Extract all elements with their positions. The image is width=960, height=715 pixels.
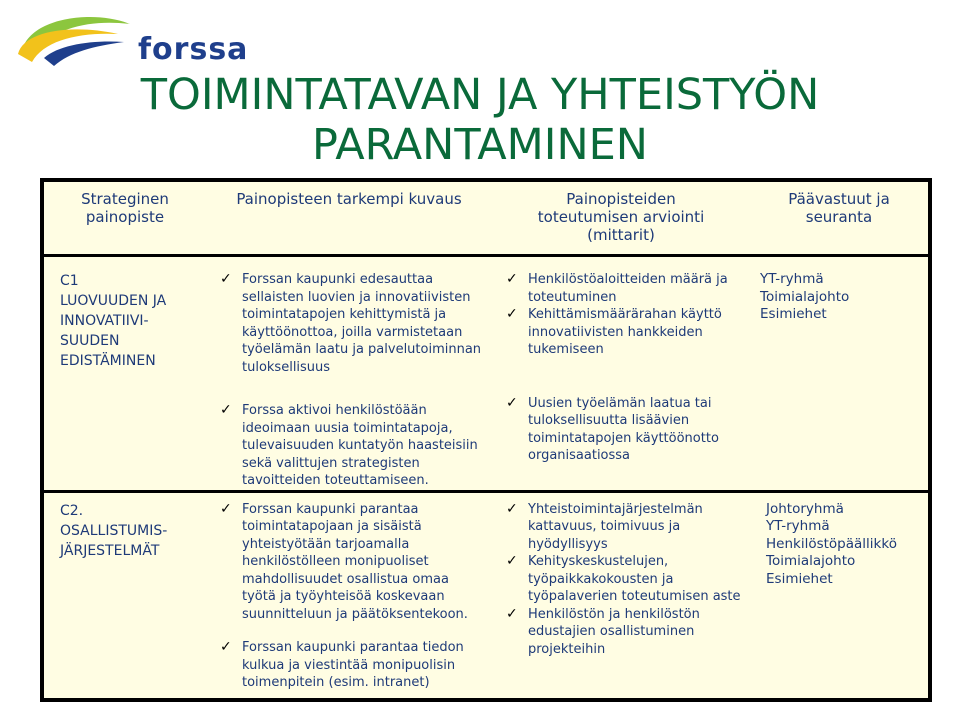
- title-line-2: PARANTAMINEN: [312, 120, 648, 170]
- responsible-item: Johtoryhmä: [766, 500, 844, 517]
- strategy-table: [40, 178, 932, 702]
- measure-item: ✓ Kehityskeskustelujen, työpaikkakokousten ja työpalaverien toteutumisen aste: [506, 553, 742, 606]
- responsible-item: YT-ryhmä: [766, 518, 830, 534]
- measure-item: ✓ Henkilöstöaloitteiden määrä ja toteutuminen: [506, 271, 742, 306]
- description-item: ✓ Forssan kaupunki edesauttaa sellaisten luovien ja innovatiivisten toimintatapojen kehittymistä ja käyttöönottoa, joilla varmistetaan työelämän laatu ja palvelutoiminnan tuloksellisuus: [220, 271, 484, 376]
- goal-line: JÄRJESTELMÄT: [60, 542, 160, 559]
- goal-cell: [44, 256, 206, 492]
- goal-line: EDISTÄMINEN: [60, 353, 156, 369]
- measures-cell: [492, 256, 750, 492]
- goal-line: OSALLISTUMIS-: [60, 522, 168, 539]
- page-title: [0, 70, 960, 170]
- title-line-1: TOIMINTATAVAN JA YHTEISTYÖN: [140, 70, 820, 120]
- responsible-item: Toimialajohto: [766, 553, 856, 569]
- table-row: [44, 491, 928, 698]
- responsible-item: YT-ryhmä: [760, 271, 824, 287]
- goal-code: C2.: [60, 502, 84, 519]
- measure-item: ✓ Uusien työelämän laatua tai tuloksellisuutta lisäävien toimintatapojen käyttöönotto organisaatiossa: [506, 395, 742, 465]
- header-responsibility: Päävastuut ja seuranta: [750, 182, 928, 256]
- goal-cell: [44, 491, 206, 698]
- forssa-logo-icon: [14, 10, 134, 68]
- responsibility-cell: [750, 256, 928, 492]
- measures-cell: [492, 491, 750, 698]
- responsibility-cell: [750, 491, 928, 698]
- header-strategic-focus: Strateginen painopiste: [44, 182, 206, 256]
- responsible-item: Toimialajohto: [760, 288, 850, 305]
- table-row: [44, 256, 928, 492]
- goal-code: C1: [60, 273, 79, 289]
- logo-wordmark: forssa: [138, 32, 249, 67]
- responsible-item: Esimiehet: [766, 570, 833, 587]
- goal-line: SUUDEN: [60, 333, 120, 349]
- forssa-logo: [14, 10, 254, 68]
- responsible-item: Henkilöstöpäällikkö: [766, 535, 897, 552]
- responsible-item: Esimiehet: [760, 306, 827, 322]
- description-item: ✓ Forssan kaupunki parantaa toimintatapojaan ja sisäistä yhteistyötään tarjoamalla henkilöstölleen monipuoliset mahdollisuudet osallistua omaa työtä ja työyhteisöä koskevaan suunnitteluun ja päätöksentekoon.: [220, 501, 484, 624]
- header-description: Painopisteen tarkempi kuvaus: [206, 182, 492, 256]
- description-item: ✓ Forssa aktivoi henkilöstöään ideoimaan uusia toimintatapoja, tulevaisuuden kuntatyön haasteisiin sekä valittujen strategisten tavoitteiden toteuttamiseen.: [220, 402, 484, 490]
- goal-line: LUOVUUDEN JA: [60, 293, 167, 309]
- goal-line: INNOVATIIVI-: [60, 313, 149, 329]
- measure-item: ✓ Yhteistoimintajärjestelmän kattavuus, toimivuus ja hyödyllisyys: [506, 501, 742, 554]
- description-cell: [206, 256, 492, 492]
- description-cell: [206, 491, 492, 698]
- measure-item: ✓ Henkilöstön ja henkilöstön edustajien osallistuminen projekteihin: [506, 606, 742, 659]
- description-item: ✓ Forssan kaupunki parantaa tiedon kulkua ja viestintää monipuolisin toimenpitein (esim. intranet): [220, 639, 484, 692]
- measure-item: ✓ Kehittämismäärärahan käyttö innovatiivisten hankkeiden tukemiseen: [506, 306, 742, 359]
- header-measures: Painopisteiden toteutumisen arviointi (mittarit): [492, 182, 750, 256]
